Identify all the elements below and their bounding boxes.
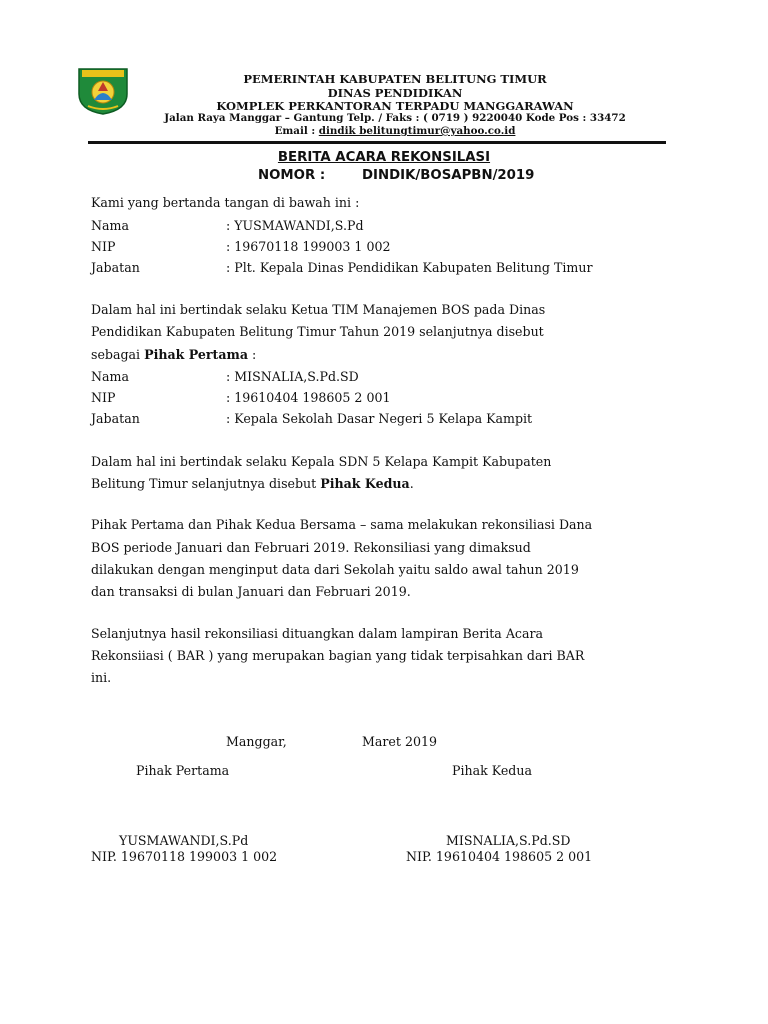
pihak1-jabatan-label: Jabatan — [91, 260, 140, 275]
pihak2-nip: : 19610404 198605 2 001 — [226, 390, 391, 405]
signature-date: Maret 2019 — [362, 734, 437, 749]
para4-line2: Rekonsiiasi ( BAR ) yang merupakan bagian yang tidak terpisahkan dari BAR — [91, 648, 585, 663]
pihak2-nip-label: NIP — [91, 390, 116, 405]
pihak1-jabatan: : Plt. Kepala Dinas Pendidikan Kabupaten Belitung Timur — [226, 260, 593, 275]
letterhead-divider — [88, 141, 666, 144]
pihak1-nama: : YUSMAWANDI,S.Pd — [226, 218, 364, 233]
para1-line3-post: : — [248, 347, 257, 362]
para2-line1: Dalam hal ini bertindak selaku Kepala SDN 5 Kelapa Kampit Kabupaten — [91, 454, 552, 469]
signature-left-role: Pihak Pertama — [136, 763, 230, 778]
para1-line3 — [91, 347, 256, 363]
signature-left-nip: NIP. 19670118 199003 1 002 — [91, 849, 278, 864]
letterhead-government: PEMERINTAH KABUPATEN BELITUNG TIMUR — [243, 72, 547, 86]
para2-line2-pre: Belitung Timur selanjutnya disebut — [91, 476, 321, 491]
para2-line2-post: . — [409, 476, 414, 491]
email-label: Email : — [274, 125, 319, 137]
pihak1-nip-label: NIP — [91, 239, 116, 254]
para3-line3: dilakukan dengan menginput data dari Sekolah yaitu saldo awal tahun 2019 — [91, 562, 579, 577]
signature-place: Manggar, — [226, 734, 287, 749]
para4-line1: Selanjutnya hasil rekonsiliasi dituangkan dalam lampiran Berita Acara — [91, 626, 543, 641]
nomor-value: DINDIK/BOSAPBN/2019 — [362, 168, 535, 183]
pihak2-jabatan-label: Jabatan — [91, 411, 140, 426]
letterhead-email-line — [100, 125, 690, 137]
pihak2-jabatan: : Kepala Sekolah Dasar Negeri 5 Kelapa Kampit — [226, 411, 533, 426]
para2-line2 — [91, 476, 414, 492]
para1-line1: Dalam hal ini bertindak selaku Ketua TIM Manajemen BOS pada Dinas — [91, 302, 546, 317]
pihak1-nama-label: Nama — [91, 218, 129, 233]
document-title: BERITA ACARA REKONSILASI — [277, 150, 491, 165]
para1-line2: Pendidikan Kabupaten Belitung Timur Tahun 2019 selanjutnya disebut — [91, 324, 544, 339]
para3-line2: BOS periode Januari dan Februari 2019. Rekonsiliasi yang dimaksud — [91, 540, 531, 555]
pihak-kedua-term: Pihak Kedua — [320, 476, 410, 491]
letterhead-office: DINAS PENDIDIKAN — [327, 86, 463, 100]
signature-right-name: MISNALIA,S.Pd.SD — [446, 833, 571, 848]
nomor-label: NOMOR : — [258, 168, 326, 183]
signature-left-name: YUSMAWANDI,S.Pd — [119, 833, 249, 848]
signature-right-role: Pihak Kedua — [452, 763, 532, 778]
letterhead-complex: KOMPLEK PERKANTORAN TERPADU MANGGARAWAN — [216, 99, 574, 113]
intro-text: Kami yang bertanda tangan di bawah ini : — [91, 195, 360, 210]
pihak-pertama-term: Pihak Pertama — [144, 347, 249, 362]
email-link[interactable]: dindik belitungtimur@yahoo.co.id — [318, 125, 516, 137]
pihak1-nip: : 19670118 199003 1 002 — [226, 239, 391, 254]
pihak2-nama-label: Nama — [91, 369, 129, 384]
para1-line3-pre: sebagai — [91, 347, 145, 362]
para3-line1: Pihak Pertama dan Pihak Kedua Bersama – sama melakukan rekonsiliasi Dana — [91, 517, 593, 532]
para3-line4: dan transaksi di bulan Januari dan Februari 2019. — [91, 584, 411, 599]
signature-right-nip: NIP. 19610404 198605 2 001 — [406, 849, 593, 864]
letterhead-address: Jalan Raya Manggar – Gantung Telp. / Faks : ( 0719 ) 9220040 Kode Pos : 33472 — [164, 112, 626, 124]
pihak2-nama: : MISNALIA,S.Pd.SD — [226, 369, 359, 384]
para4-line3: ini. — [91, 670, 112, 685]
